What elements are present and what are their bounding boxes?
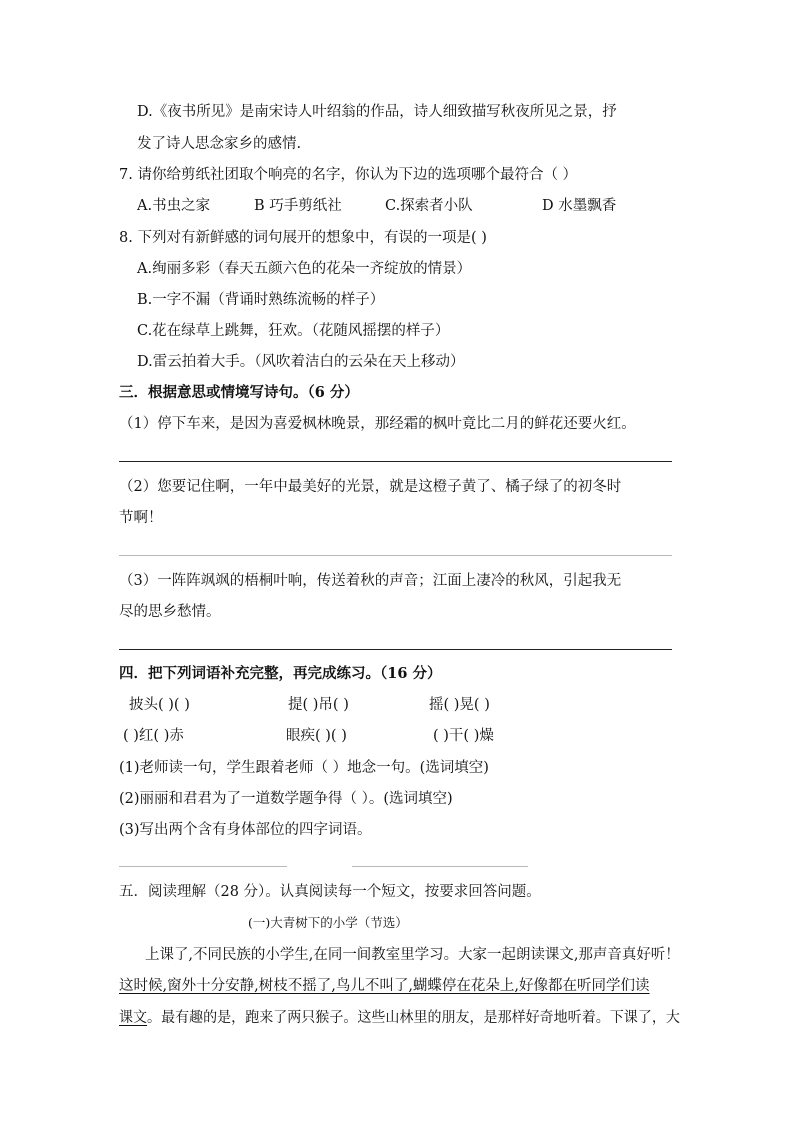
q7-option-b: B 巧手剪纸社 — [254, 198, 342, 214]
sec3-item-3-line2: 尽的思乡愁情。 — [119, 604, 221, 620]
idiom-blank-1[interactable]: 披头( )( ) — [129, 697, 190, 713]
passage-line-3-rest: 。最有趣的是，跑来了两只猴子。这些山林里的朋友，是那样好奇地听着。下课了，大 — [147, 1010, 680, 1026]
answer-line-3[interactable] — [119, 649, 672, 650]
q7-option-c: C.探索者小队 — [385, 198, 473, 214]
sec3-item-1: （1）停下车来，是因为喜爱枫林晚景，那经霜的枫叶竟比二月的鲜花还要火红。 — [119, 416, 636, 432]
sec3-item-2-line2: 节啊！ — [119, 510, 163, 526]
sec4-question-1: (1)老师读一句，学生跟着老师（ ）地念一句。(选词填空) — [119, 760, 489, 776]
passage-line-1: 上课了,不同民族的小学生,在同一间教室里学习。大家一起朗读课文,那声音真好听！ — [145, 947, 680, 963]
q7-option-a: A.书虫之家 — [137, 198, 211, 214]
answer-line-2[interactable] — [119, 555, 672, 556]
q7-option-d: D 水墨飘香 — [542, 198, 617, 214]
section-4-heading: 四．把下列词语补充完整，再完成练习。（16 分） — [119, 665, 442, 682]
idiom-blank-6[interactable]: ( )干( )燥 — [433, 728, 494, 744]
passage-line-2: 这时候,窗外十分安静,树枝不摇了,鸟儿不叫了,蝴蝶停在花朵上,好像都在听同学们读 — [119, 978, 650, 994]
q8-option-a: A.绚丽多彩（春天五颜六色的花朵一齐绽放的情景） — [137, 261, 472, 277]
sec4-question-3: (3)写出两个含有身体部位的四字词语。 — [119, 822, 372, 838]
q7-stem: 7. 请你给剪纸社团取个响亮的名字，你认为下边的选项哪个最符合（ ） — [119, 167, 578, 183]
section-5-heading: 五．阅读理解（28 分）。认真阅读每一个短文，按要求回答问题。 — [119, 884, 541, 900]
q8-stem: 8. 下列对有新鲜感的词句展开的想象中，有误的一项是( ) — [119, 230, 487, 246]
section-3-heading: 三．根据意思或情境写诗句。（6 分） — [119, 384, 359, 401]
q6-option-d-line1: D.《夜书所见》是南宋诗人叶绍翁的作品，诗人细致描写秋夜所见之景，抒 — [137, 104, 617, 120]
passage-title: (一)大青树下的小学（节选） — [248, 915, 408, 930]
q8-option-b: B.一字不漏（背诵时熟练流畅的样子） — [137, 292, 385, 308]
sec3-item-2-line1: （2）您要记住啊，一年中最美好的光景，就是这橙子黄了、橘子绿了的初冬时 — [119, 479, 622, 495]
answer-line-1[interactable] — [119, 461, 672, 462]
q6-option-d-line2: 发了诗人思念家乡的感情. — [137, 136, 302, 152]
answer-line-4[interactable] — [119, 866, 287, 867]
q8-option-c: C.花在绿草上跳舞，狂欢。（花随风摇摆的样子） — [137, 323, 450, 339]
idiom-blank-2[interactable]: 提( )吊( ) — [288, 697, 349, 713]
q8-option-d: D.雷云拍着大手。（风吹着洁白的云朵在天上移动） — [137, 354, 465, 370]
passage-line-3 — [119, 1008, 680, 1028]
passage-line-3-underlined: 课文 — [119, 1010, 148, 1026]
sec3-item-3-line1: （3）一阵阵飒飒的梧桐叶响，传送着秋的声音；江面上凄冷的秋风，引起我无 — [119, 573, 622, 589]
idiom-blank-3[interactable]: 摇( )晃( ) — [429, 697, 490, 713]
idiom-blank-4[interactable]: ( )红( )赤 — [123, 728, 184, 744]
answer-line-5[interactable] — [352, 866, 528, 867]
sec4-question-2: (2)丽丽和君君为了一道数学题争得（ ）。(选词填空) — [119, 791, 453, 807]
idiom-blank-5[interactable]: 眼疾( )( ) — [286, 728, 347, 744]
